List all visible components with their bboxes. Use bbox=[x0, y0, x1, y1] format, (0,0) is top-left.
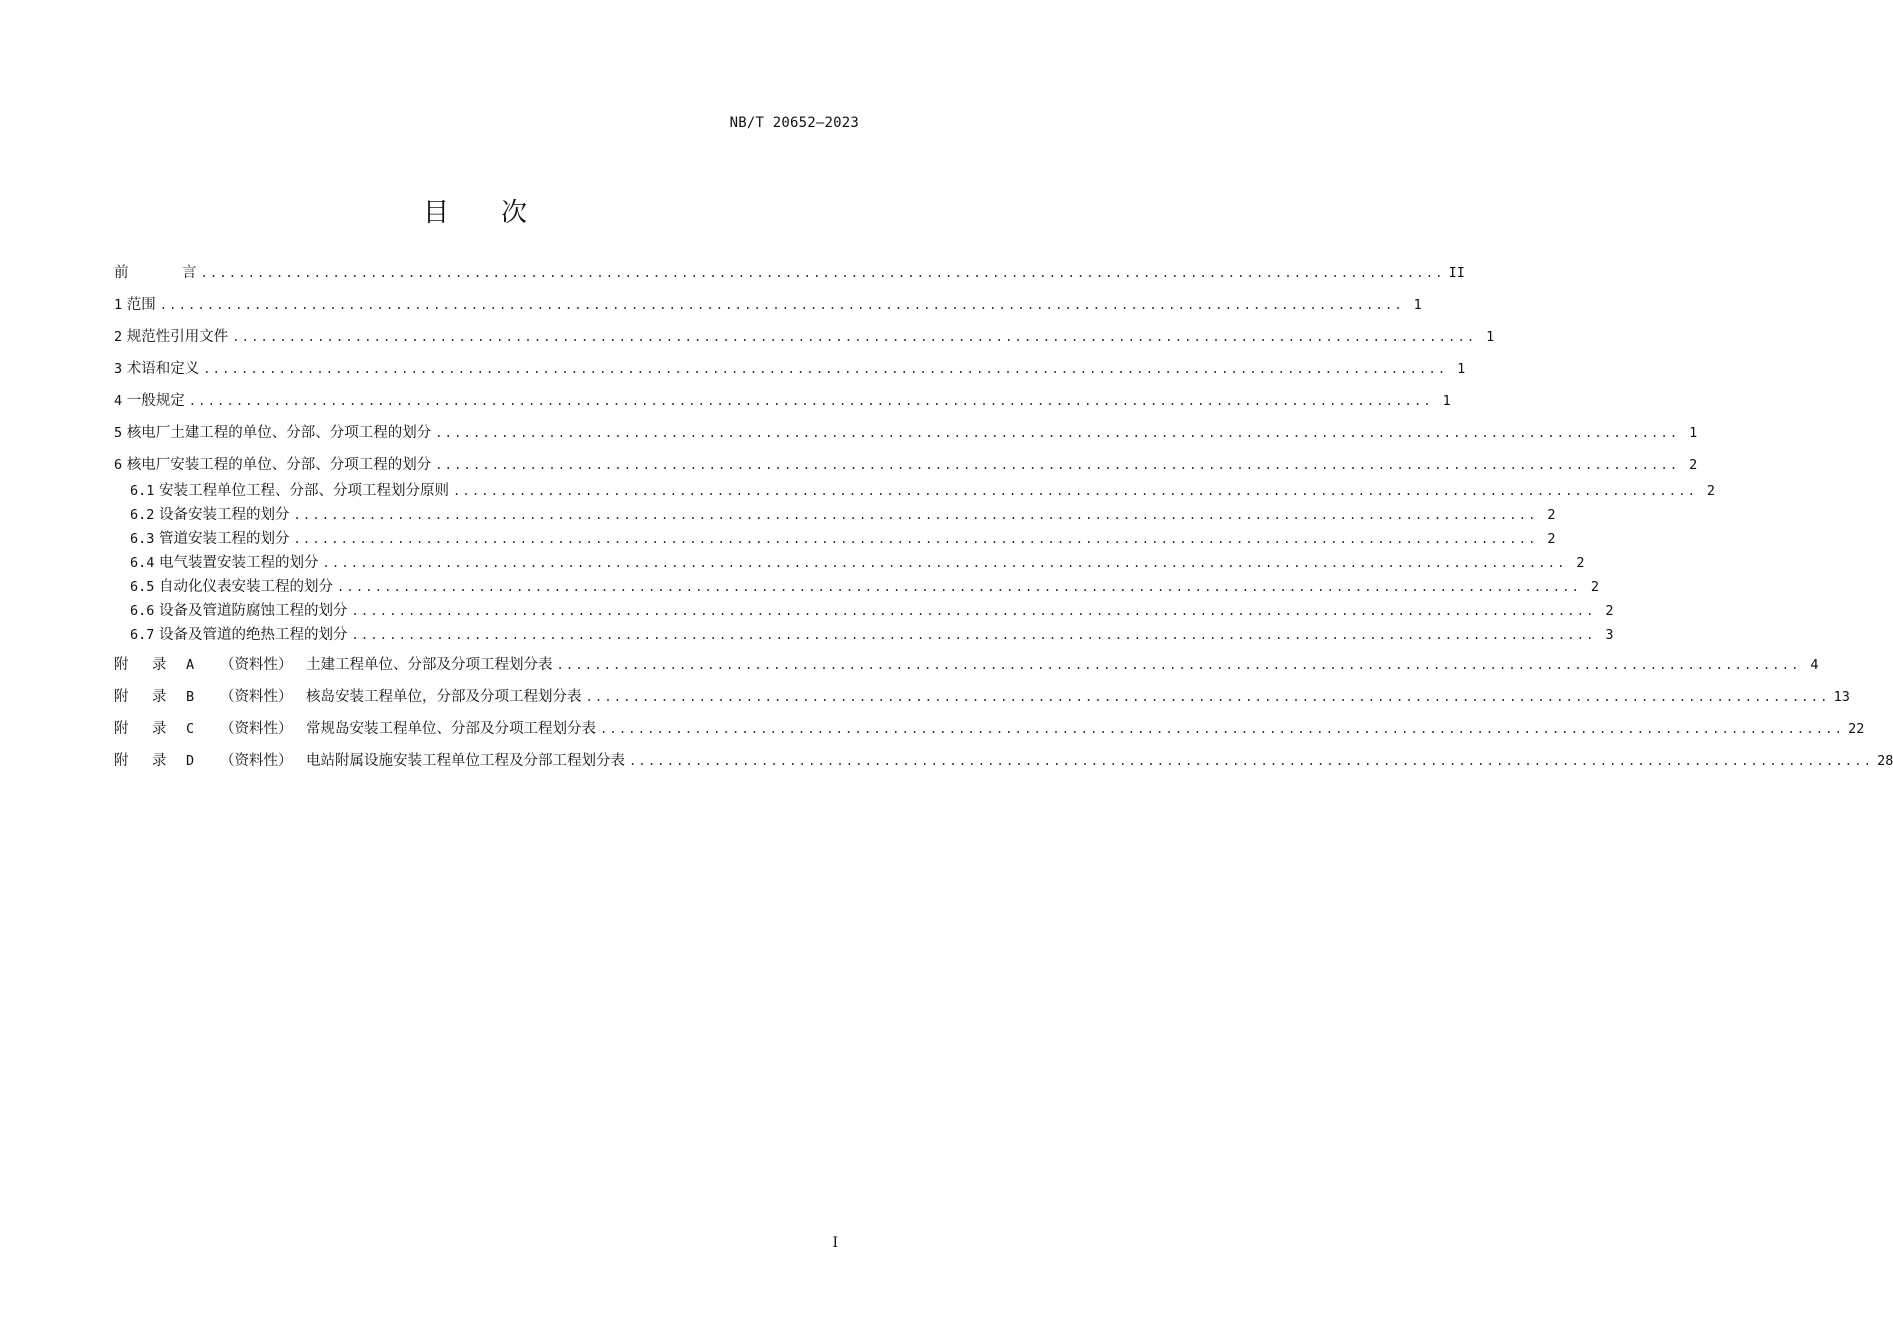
toc-page-number: 1 bbox=[1486, 329, 1495, 345]
appendix-type: （资料性） bbox=[220, 753, 293, 769]
dot-leader: .................................................................................................................................... bbox=[435, 426, 1680, 440]
toc-entry-text: 设备及管道的绝热工程的划分 bbox=[159, 627, 348, 643]
appendix-letter: B bbox=[186, 689, 195, 705]
standard-number: NB/T 20652—2023 bbox=[729, 115, 859, 131]
toc-entry-number: 5 bbox=[114, 425, 123, 441]
toc-page-number: II bbox=[1448, 265, 1465, 281]
toc-entry-preface[interactable] bbox=[114, 262, 1465, 284]
toc-entry[interactable] bbox=[114, 326, 1495, 348]
toc-subentry[interactable] bbox=[130, 480, 1716, 502]
toc-page-number: 22 bbox=[1848, 721, 1865, 737]
toc-entry-text: 范围 bbox=[126, 297, 156, 313]
toc-page-number: 1 bbox=[1413, 297, 1422, 313]
appendix-title: 常规岛安装工程单位、分部及分项工程划分表 bbox=[306, 721, 596, 737]
toc-page-number: 28 bbox=[1877, 753, 1893, 769]
toc-page-number: 2 bbox=[1605, 603, 1614, 619]
toc-page-number: 13 bbox=[1833, 689, 1850, 705]
toc-entry-text: 电气装置安装工程的划分 bbox=[159, 555, 319, 571]
appendix-word-2: 录 bbox=[152, 657, 167, 673]
appendix-title: 核岛安装工程单位，分部及分项工程划分表 bbox=[306, 689, 582, 705]
appendix-letter: C bbox=[186, 721, 195, 737]
appendix-word-2: 录 bbox=[152, 753, 167, 769]
dot-leader: .................................................................................................................................... bbox=[435, 458, 1680, 472]
toc-preface-part2: 言 bbox=[182, 265, 197, 281]
toc-page-number: 2 bbox=[1576, 555, 1585, 571]
toc-page-number: 2 bbox=[1706, 483, 1716, 499]
toc-entry[interactable] bbox=[114, 390, 1451, 412]
dot-leader: .................................................................................................................................... bbox=[585, 690, 1830, 704]
toc-entry-number: 6.5 bbox=[130, 579, 155, 595]
toc-entry-number: 6.4 bbox=[130, 555, 155, 571]
toc-page-number: 3 bbox=[1605, 627, 1614, 643]
toc-subentry[interactable] bbox=[130, 504, 1556, 526]
appendix-type: （资料性） bbox=[220, 689, 293, 705]
appendix-type: （资料性） bbox=[220, 721, 293, 737]
appendix-word-2: 录 bbox=[152, 721, 167, 737]
dot-leader: .................................................................................................................................... bbox=[232, 330, 1477, 344]
footer-page-number: I bbox=[832, 1235, 838, 1251]
dot-leader: .................................................................................................................................... bbox=[293, 532, 1538, 546]
toc-entry-number: 3 bbox=[114, 361, 123, 377]
toc-page-number: 2 bbox=[1689, 457, 1698, 473]
toc-entry-number: 6.2 bbox=[130, 507, 155, 523]
appendix-word-1: 附 bbox=[114, 657, 129, 673]
toc-subentry[interactable] bbox=[130, 528, 1556, 550]
page-title bbox=[0, 192, 950, 229]
dot-leader: .................................................................................................................................... bbox=[293, 508, 1538, 522]
toc-page-number: 1 bbox=[1457, 361, 1466, 377]
toc-preface-part1: 前 bbox=[114, 265, 129, 281]
dot-leader: .................................................................................................................................... bbox=[203, 362, 1448, 376]
toc-entry-text: 术语和定义 bbox=[126, 361, 200, 377]
toc-entry-number: 6.6 bbox=[130, 603, 155, 619]
toc-subentry[interactable] bbox=[130, 576, 1600, 598]
toc-entry-number: 1 bbox=[114, 297, 123, 313]
toc-page-number: 1 bbox=[1442, 393, 1451, 409]
dot-leader: .................................................................................................................................... bbox=[159, 298, 1404, 312]
appendix-word-1: 附 bbox=[114, 689, 129, 705]
toc-appendix-entry[interactable] bbox=[114, 654, 1819, 676]
appendix-title: 电站附属设施安装工程单位工程及分部工程划分表 bbox=[306, 753, 625, 769]
toc-entry[interactable] bbox=[114, 422, 1698, 444]
toc-appendix-entry[interactable] bbox=[114, 686, 1850, 708]
dot-leader: .................................................................................................................................... bbox=[337, 580, 1582, 594]
toc-entry-text: 核电厂安装工程的单位、分部、分项工程的划分 bbox=[126, 457, 432, 473]
toc-subentry[interactable] bbox=[130, 600, 1614, 622]
toc-entry[interactable] bbox=[114, 358, 1466, 380]
toc-entry-text: 自动化仪表安装工程的划分 bbox=[159, 579, 333, 595]
toc-entry-text: 设备安装工程的划分 bbox=[159, 507, 290, 523]
appendix-letter: A bbox=[186, 657, 195, 673]
toc-entry[interactable] bbox=[114, 454, 1698, 476]
dot-leader: .................................................................................................................................... bbox=[629, 754, 1874, 768]
dot-leader: .................................................................................................................................... bbox=[200, 266, 1445, 280]
toc-appendix-entry[interactable] bbox=[114, 718, 1865, 740]
toc-page-number: 2 bbox=[1547, 531, 1556, 547]
toc-entry-text: 安装工程单位工程、分部、分项工程划分原则 bbox=[159, 483, 449, 499]
toc-entry-text: 核电厂土建工程的单位、分部、分项工程的划分 bbox=[126, 425, 432, 441]
dot-leader: .................................................................................................................................... bbox=[351, 628, 1596, 642]
toc-entry-number: 2 bbox=[114, 329, 123, 345]
title-char-2: 次 bbox=[501, 198, 528, 228]
toc-entry-number: 6.1 bbox=[130, 483, 155, 499]
dot-leader: .................................................................................................................................... bbox=[188, 394, 1433, 408]
toc-entry-number: 6.3 bbox=[130, 531, 155, 547]
title-char-1: 目 bbox=[422, 198, 449, 228]
appendix-word-1: 附 bbox=[114, 753, 129, 769]
dot-leader: .................................................................................................................................... bbox=[351, 604, 1596, 618]
toc-entry-number: 6.7 bbox=[130, 627, 155, 643]
toc-entry-number: 6 bbox=[114, 457, 123, 473]
toc-page-number: 4 bbox=[1810, 657, 1819, 673]
toc-entry-number: 4 bbox=[114, 393, 123, 409]
appendix-type: （资料性） bbox=[220, 657, 293, 673]
toc-appendix-entry[interactable] bbox=[114, 750, 1893, 772]
toc-entry-text: 一般规定 bbox=[126, 393, 185, 409]
toc-page-number: 2 bbox=[1590, 579, 1600, 595]
dot-leader: .................................................................................................................................... bbox=[453, 484, 1698, 498]
toc-subentry[interactable] bbox=[130, 624, 1614, 646]
toc-entry[interactable] bbox=[114, 294, 1422, 316]
dot-leader: .................................................................................................................................... bbox=[322, 556, 1567, 570]
toc-entry-text: 管道安装工程的划分 bbox=[159, 531, 290, 547]
appendix-title: 土建工程单位、分部及分项工程划分表 bbox=[306, 657, 553, 673]
toc-subentry[interactable] bbox=[130, 552, 1585, 574]
appendix-word-1: 附 bbox=[114, 721, 129, 737]
dot-leader: .................................................................................................................................... bbox=[600, 722, 1845, 736]
dot-leader: .................................................................................................................................... bbox=[556, 658, 1801, 672]
toc-page-number: 1 bbox=[1689, 425, 1698, 441]
toc-entry-text: 设备及管道防腐蚀工程的划分 bbox=[159, 603, 348, 619]
toc-entry-text: 规范性引用文件 bbox=[126, 329, 229, 345]
appendix-word-2: 录 bbox=[152, 689, 167, 705]
toc-page-number: 2 bbox=[1547, 507, 1556, 523]
appendix-letter: D bbox=[186, 753, 195, 769]
